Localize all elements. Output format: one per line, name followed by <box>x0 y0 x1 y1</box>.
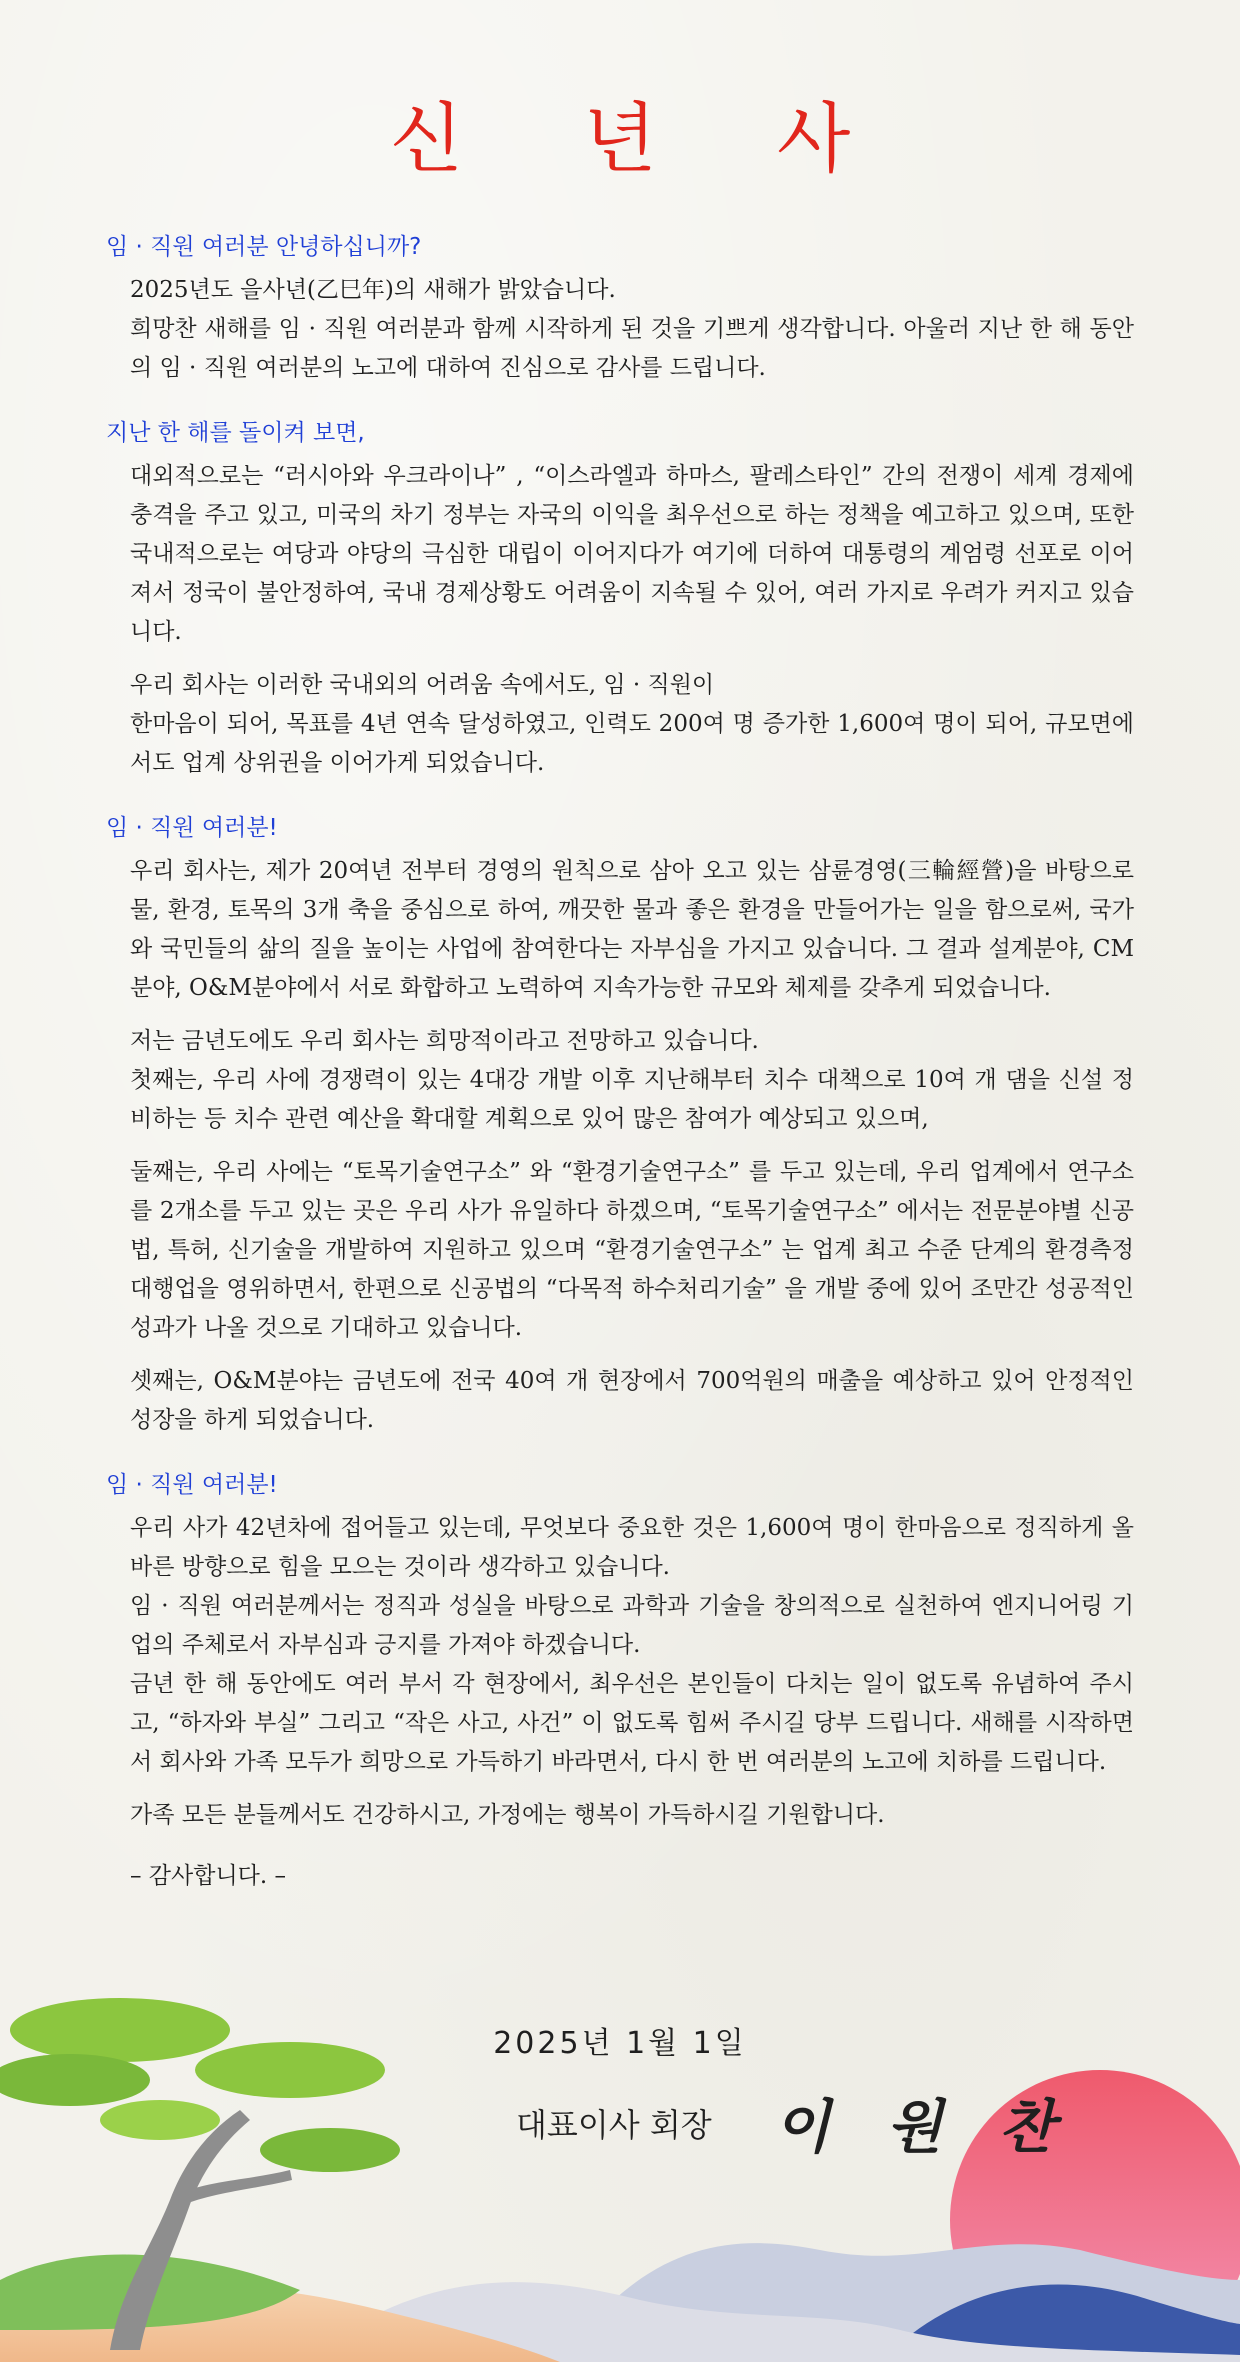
greeting-heading: 임 · 직원 여러분 안녕하십니까? <box>106 234 422 260</box>
signer-title: 대표이사 회장 <box>516 2106 712 2144</box>
section3-paragraph-4: 셋째는, O&M분야는 금년도에 전국 40여 개 현장에서 700억원의 매출을 예상하고 있어 안정적인 성장을 하게 되었습니다. <box>130 1368 1134 1433</box>
section3-heading: 임 · 직원 여러분! <box>106 815 278 841</box>
closing-thanks: – 감사합니다. – <box>130 1863 287 1889</box>
section4-paragraph-1-line-3: 금년 한 해 동안에도 여러 부서 각 현장에서, 최우선은 본인들이 다치는 일이 없도록 유념하여 주시고, “하자와 부실” 그리고 “작은 사고, 사건” 이 없도록 힘써 주시길 당부 드립니다. 새해를 시작하면서 회사와 가족 모두가 희망으로 가득하기 바라면서, 다시 한 번 여러분의 노고에 치하를 드립니다. <box>130 1671 1134 1775</box>
letter-body <box>106 228 1134 1890</box>
section4-paragraph-1-line-1: 우리 사가 42년차에 접어들고 있는데, 무엇보다 중요한 것은 1,600여 명이 한마음으로 정직하게 올바른 방향으로 힘을 모으는 것이라 생각하고 있습니다. <box>130 1515 1134 1580</box>
review-heading: 지난 한 해를 돌이켜 보면, <box>106 420 365 446</box>
page-title: 신 년 사 <box>389 94 899 183</box>
section3-paragraph-3: 둘째는, 우리 사에는 “토목기술연구소” 와 “환경기술연구소” 를 두고 있는데, 우리 업계에서 연구소를 2개소를 두고 있는 곳은 우리 사가 유일하다 하겠으며, “토목기술연구소” 에서는 전문분야별 신공법, 특허, 신기술을 개발하여 지원하고 있으며 “환경기술연구소” 는 업계 최고 수준 단계의 환경측정대행업을 영위하면서, 한편으로 신공법의 “다목적 하수처리기술” 을 개발 중에 있어 조만간 성공적인 성과가 나올 것으로 기대하고 있습니다. <box>130 1159 1134 1341</box>
tree-foliage-4 <box>260 2128 400 2172</box>
letter-date: 2025년 1월 1일 <box>493 2026 747 2061</box>
section3-paragraph-1: 우리 회사는, 제가 20여년 전부터 경영의 원칙으로 삼아 오고 있는 삼륜경영(三輪經營)을 바탕으로 물, 환경, 토목의 3개 축을 중심으로 하여, 깨끗한 물과 좋은 환경을 만들어가는 일을 함으로써, 국가와 국민들의 삶의 질을 높이는 사업에 참여한다는 자부심을 가지고 있습니다. 그 결과 설계분야, CM분야, O&M분야에서 서로 화합하고 노력하여 지속가능한 규모와 체제를 갖추게 되었습니다. <box>130 858 1134 1001</box>
review-paragraph-2-line-1: 우리 회사는 이러한 국내외의 어려움 속에서도, 임 · 직원이 <box>130 672 715 698</box>
review-paragraph-2-line-2: 한마음이 되어, 목표를 4년 연속 달성하였고, 인력도 200여 명 증가한 1,600여 명이 되어, 규모면에서도 업계 상위권을 이어가게 되었습니다. <box>130 711 1134 776</box>
greeting-line-2: 희망찬 새해를 임 · 직원 여러분과 함께 시작하게 된 것을 기쁘게 생각합니다. 아울러 지난 한 해 동안의 임 · 직원 여러분의 노고에 대하여 진심으로 감사를 드립니다. <box>130 316 1134 381</box>
tree-foliage-5 <box>100 2100 220 2140</box>
section3-paragraph-2-line-1: 저는 금년도에도 우리 회사는 희망적이라고 전망하고 있습니다. <box>130 1028 759 1054</box>
section3-paragraph-2-line-2: 첫째는, 우리 사에 경쟁력이 있는 4대강 개발 이후 지난해부터 치수 대책으로 10여 개 댐을 신설 정비하는 등 치수 관련 예산을 확대할 계획으로 있어 많은 참여가 예상되고 있으며, <box>130 1067 1134 1132</box>
section4-paragraph-1-line-2: 임 · 직원 여러분께서는 정직과 성실을 바탕으로 과학과 기술을 창의적으로 실천하여 엔지니어링 기업의 주체로서 자부심과 긍지를 가져야 하겠습니다. <box>130 1593 1134 1658</box>
handwritten-signature: 이 원 찬 <box>774 2093 1073 2161</box>
section4-heading: 임 · 직원 여러분! <box>106 1472 278 1498</box>
section4-paragraph-2: 가족 모든 분들께서도 건강하시고, 가정에는 행복이 가득하시길 기원합니다. <box>130 1802 885 1828</box>
review-paragraph-1: 대외적으로는 “러시아와 우크라이나” , “이스라엘과 하마스, 팔레스타인” 간의 전쟁이 세계 경제에 충격을 주고 있고, 미국의 차기 정부는 자국의 이익을 최우선으로 하는 정책을 예고하고 있으며, 또한 국내적으로는 여당과 야당의 극심한 대립이 이어지다가 여기에 더하여 대통령의 계엄령 선포로 이어져서 정국이 불안정하여, 국내 경제상황도 어려움이 지속될 수 있어, 여러 가지로 우려가 커지고 있습니다. <box>130 463 1134 645</box>
greeting-line-1: 2025년도 을사년(乙巳年)의 새해가 밝았습니다. <box>130 277 616 303</box>
